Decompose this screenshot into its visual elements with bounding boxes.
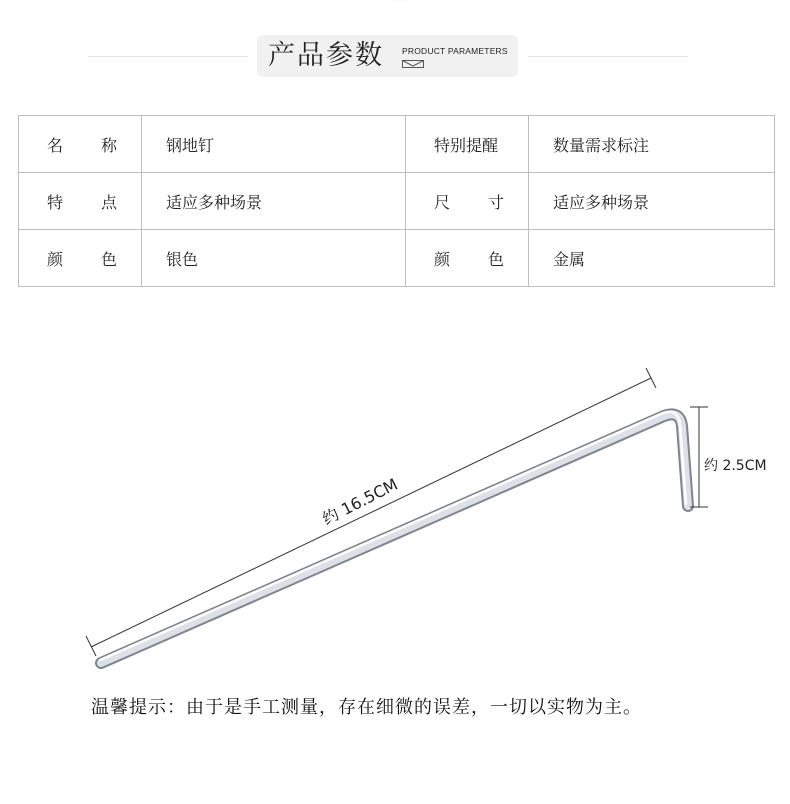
- param-value: 银色: [142, 230, 406, 287]
- section-subtitle: PRODUCT PARAMETERS: [402, 46, 508, 56]
- param-value: 适应多种场景: [529, 173, 775, 230]
- param-label: 特别提醒: [406, 116, 529, 173]
- param-label: 颜 色: [406, 230, 529, 287]
- section-title: 产品参数: [268, 40, 384, 71]
- param-value: 钢地钉: [142, 116, 406, 173]
- param-label: 特 点: [19, 173, 142, 230]
- length-label: 约 16.5CM: [319, 474, 401, 529]
- param-value: 适应多种场景: [142, 173, 406, 230]
- param-value: 金属: [529, 230, 775, 287]
- param-label: 颜 色: [19, 230, 142, 287]
- param-value: 数量需求标注: [529, 116, 775, 173]
- stake-rod: [100, 412, 688, 663]
- measurement-note: 温馨提示：由于是手工测量，存在细微的误差，一切以实物为主。: [91, 697, 642, 718]
- param-label: 名 称: [19, 116, 142, 173]
- param-label: 尺 寸: [406, 173, 529, 230]
- length-dimension-line: [86, 368, 656, 656]
- hook-length-label: 约 2.5CM: [704, 458, 767, 474]
